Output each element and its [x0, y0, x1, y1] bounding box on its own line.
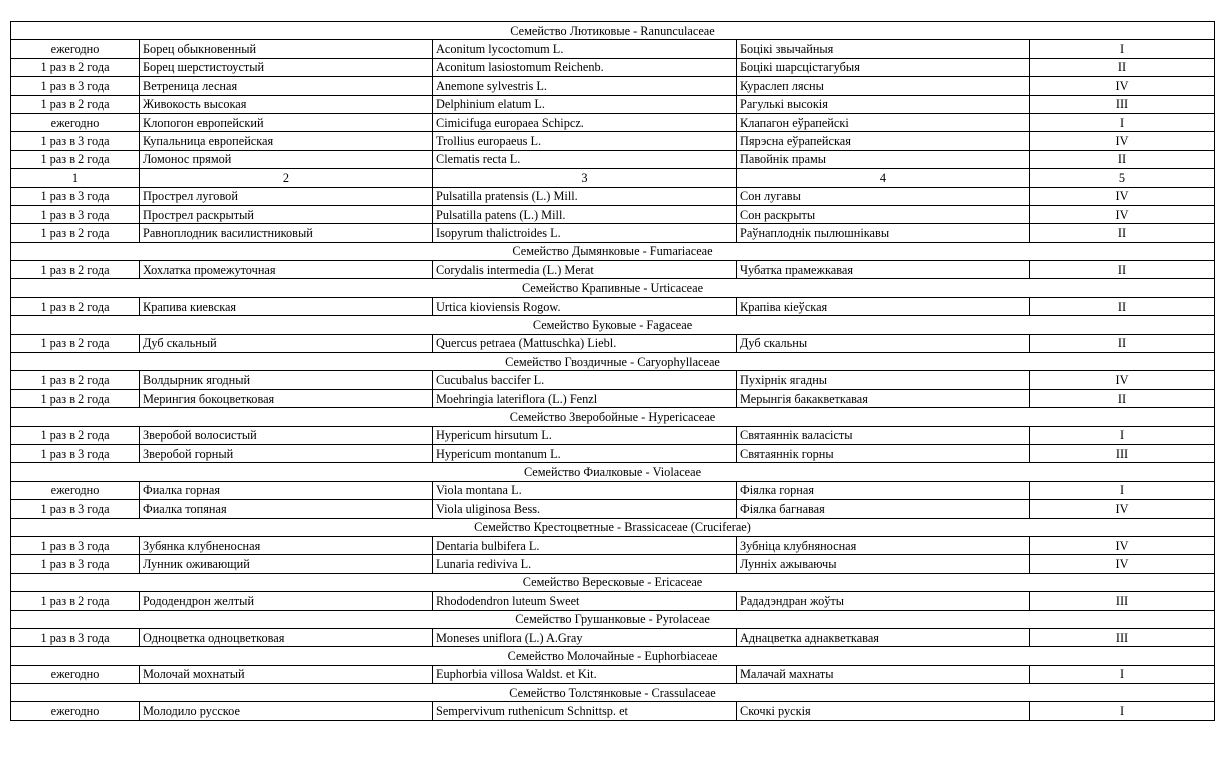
frequency-cell: 1 раз в 2 года [11, 371, 140, 389]
belarusian-name-cell: Фіялка горная [737, 481, 1030, 499]
table-row [11, 334, 1215, 352]
table-row [11, 132, 1215, 150]
table-row [11, 205, 1215, 223]
russian-name-cell: Ломонос прямой [140, 150, 433, 168]
table-row [11, 371, 1215, 389]
family-header-row [11, 684, 1215, 702]
species-table [10, 21, 1215, 721]
frequency-cell: ежегодно [11, 481, 140, 499]
table-row [11, 702, 1215, 720]
frequency-cell: 1 раз в 2 года [11, 592, 140, 610]
frequency-cell: 1 раз в 3 года [11, 77, 140, 95]
russian-name-cell: Дуб скальный [140, 334, 433, 352]
latin-name-cell: Quercus petraea (Mattuschka) Liebl. [433, 334, 737, 352]
family-name-cell: Семейство Молочайные - Euphorbiaceae [11, 647, 1215, 665]
belarusian-name-cell: Сон раскрыты [737, 205, 1030, 223]
category-cell: I [1030, 113, 1215, 131]
frequency-cell: 1 раз в 3 года [11, 132, 140, 150]
table-row [11, 58, 1215, 76]
latin-name-cell: Urtica kioviensis Rogow. [433, 297, 737, 315]
russian-name-cell: Живокость высокая [140, 95, 433, 113]
belarusian-name-cell: Сон лугавы [737, 187, 1030, 205]
family-header-row [11, 316, 1215, 334]
belarusian-name-cell: Малачай махнаты [737, 665, 1030, 683]
family-name-cell: Семейство Зверобойные - Hypericaceae [11, 408, 1215, 426]
family-name-cell: Семейство Толстянковые - Crassulaceae [11, 684, 1215, 702]
latin-name-cell: Viola uliginosa Bess. [433, 500, 737, 518]
frequency-cell: ежегодно [11, 113, 140, 131]
category-cell: III [1030, 628, 1215, 646]
russian-name-cell: Крапива киевская [140, 297, 433, 315]
category-cell: III [1030, 592, 1215, 610]
frequency-cell: ежегодно [11, 702, 140, 720]
family-header-row [11, 610, 1215, 628]
family-header-row [11, 242, 1215, 260]
belarusian-name-cell: Зубніца клубняносная [737, 536, 1030, 554]
russian-name-cell: Равноплодник василистниковый [140, 224, 433, 242]
russian-name-cell: Зверобой волосистый [140, 426, 433, 444]
russian-name-cell: Рододендрон желтый [140, 592, 433, 610]
frequency-cell: 1 раз в 3 года [11, 555, 140, 573]
frequency-cell: 1 раз в 2 года [11, 58, 140, 76]
frequency-cell: 1 раз в 2 года [11, 297, 140, 315]
frequency-cell: 1 раз в 3 года [11, 444, 140, 462]
belarusian-name-cell: Раўнаплоднік пылюшнікавы [737, 224, 1030, 242]
family-header-row [11, 463, 1215, 481]
table-row [11, 297, 1215, 315]
table-row [11, 389, 1215, 407]
category-cell: I [1030, 665, 1215, 683]
family-header-row [11, 353, 1215, 371]
category-cell: II [1030, 389, 1215, 407]
category-cell: III [1030, 95, 1215, 113]
category-cell: IV [1030, 187, 1215, 205]
category-cell: IV [1030, 500, 1215, 518]
russian-name-cell: Прострел раскрытый [140, 205, 433, 223]
latin-name-cell: Pulsatilla pratensis (L.) Mill. [433, 187, 737, 205]
table-row [11, 444, 1215, 462]
table-row [11, 95, 1215, 113]
frequency-cell: 1 раз в 2 года [11, 95, 140, 113]
table-row [11, 536, 1215, 554]
latin-name-cell: Euphorbia villosa Waldst. et Kit. [433, 665, 737, 683]
russian-name-cell: Лунник оживающий [140, 555, 433, 573]
belarusian-name-cell: Боцікі звычайныя [737, 40, 1030, 58]
table-row [11, 555, 1215, 573]
frequency-cell: 1 раз в 2 года [11, 224, 140, 242]
russian-name-cell: Зверобой горный [140, 444, 433, 462]
category-cell: III [1030, 444, 1215, 462]
table-row [11, 665, 1215, 683]
latin-name-cell: Aconitum lasiostomum Reichenb. [433, 58, 737, 76]
frequency-cell: 1 раз в 2 года [11, 426, 140, 444]
frequency-cell: ежегодно [11, 40, 140, 58]
latin-name-cell: Aconitum lycoctomum L. [433, 40, 737, 58]
belarusian-name-cell: Пярэсна еўрапейская [737, 132, 1030, 150]
category-cell: II [1030, 261, 1215, 279]
frequency-cell: 1 раз в 2 года [11, 150, 140, 168]
latin-name-cell: Corydalis intermedia (L.) Merat [433, 261, 737, 279]
latin-name-cell: Cimicifuga europaea Schipcz. [433, 113, 737, 131]
category-cell: IV [1030, 77, 1215, 95]
family-name-cell: Семейство Крестоцветные - Brassicaceae (Cruciferae) [11, 518, 1215, 536]
family-name-cell: Семейство Дымянковые - Fumariaceae [11, 242, 1215, 260]
latin-name-cell: Hypericum montanum L. [433, 444, 737, 462]
family-name-cell: Семейство Фиалковые - Violaceae [11, 463, 1215, 481]
belarusian-name-cell: Крапіва кіеўская [737, 297, 1030, 315]
category-cell: II [1030, 224, 1215, 242]
category-cell: IV [1030, 205, 1215, 223]
category-cell: I [1030, 481, 1215, 499]
species-table-body [11, 22, 1215, 721]
belarusian-name-cell: Павойнік прамы [737, 150, 1030, 168]
latin-name-cell: Rhododendron luteum Sweet [433, 592, 737, 610]
table-row [11, 40, 1215, 58]
table-row [11, 628, 1215, 646]
family-header-row [11, 279, 1215, 297]
category-cell: I [1030, 702, 1215, 720]
russian-name-cell: Борец шерстистоустый [140, 58, 433, 76]
column-number-cell: 3 [433, 169, 737, 187]
family-header-row [11, 647, 1215, 665]
belarusian-name-cell: Мерынгія бакакветкавая [737, 389, 1030, 407]
family-name-cell: Семейство Крапивные - Urticaceae [11, 279, 1215, 297]
family-name-cell: Семейство Грушанковые - Pyrolaceae [11, 610, 1215, 628]
frequency-cell: 1 раз в 2 года [11, 261, 140, 279]
category-cell: II [1030, 297, 1215, 315]
belarusian-name-cell: Рададэндран жоўты [737, 592, 1030, 610]
category-cell: II [1030, 150, 1215, 168]
frequency-cell: ежегодно [11, 665, 140, 683]
frequency-cell: 1 раз в 3 года [11, 205, 140, 223]
family-name-cell: Семейство Гвоздичные - Caryophyllaceae [11, 353, 1215, 371]
table-row [11, 481, 1215, 499]
family-header-row [11, 408, 1215, 426]
frequency-cell: 1 раз в 2 года [11, 334, 140, 352]
frequency-cell: 1 раз в 2 года [11, 389, 140, 407]
column-number-cell: 2 [140, 169, 433, 187]
column-number-cell: 5 [1030, 169, 1215, 187]
latin-name-cell: Hypericum hirsutum L. [433, 426, 737, 444]
family-header-row [11, 22, 1215, 40]
category-cell: IV [1030, 371, 1215, 389]
table-row [11, 150, 1215, 168]
latin-name-cell: Dentaria bulbifera L. [433, 536, 737, 554]
belarusian-name-cell: Клапагон еўрапейскі [737, 113, 1030, 131]
latin-name-cell: Anemone sylvestris L. [433, 77, 737, 95]
column-number-cell: 1 [11, 169, 140, 187]
table-row [11, 592, 1215, 610]
belarusian-name-cell: Дуб скальны [737, 334, 1030, 352]
family-header-row [11, 518, 1215, 536]
family-name-cell: Семейство Буковые - Fagaceae [11, 316, 1215, 334]
table-row [11, 426, 1215, 444]
frequency-cell: 1 раз в 3 года [11, 500, 140, 518]
category-cell: I [1030, 426, 1215, 444]
russian-name-cell: Купальница европейская [140, 132, 433, 150]
category-cell: II [1030, 58, 1215, 76]
family-name-cell: Семейство Вересковые - Ericaceae [11, 573, 1215, 591]
belarusian-name-cell: Чубатка прамежкавая [737, 261, 1030, 279]
latin-name-cell: Isopyrum thalictroides L. [433, 224, 737, 242]
table-row [11, 187, 1215, 205]
frequency-cell: 1 раз в 3 года [11, 187, 140, 205]
belarusian-name-cell: Пухірнік ягадны [737, 371, 1030, 389]
table-row [11, 113, 1215, 131]
column-number-row [11, 169, 1215, 187]
belarusian-name-cell: Фіялка багнавая [737, 500, 1030, 518]
belarusian-name-cell: Лунніх ажываючы [737, 555, 1030, 573]
table-row [11, 77, 1215, 95]
russian-name-cell: Зубянка клубненосная [140, 536, 433, 554]
latin-name-cell: Trollius europaeus L. [433, 132, 737, 150]
russian-name-cell: Клопогон европейский [140, 113, 433, 131]
belarusian-name-cell: Святаяннік валасісты [737, 426, 1030, 444]
belarusian-name-cell: Рагулькі высокія [737, 95, 1030, 113]
belarusian-name-cell: Боцікі шарсцістагубыя [737, 58, 1030, 76]
family-header-row [11, 573, 1215, 591]
russian-name-cell: Борец обыкновенный [140, 40, 433, 58]
belarusian-name-cell: Аднацветка аднакветкавая [737, 628, 1030, 646]
latin-name-cell: Cucubalus baccifer L. [433, 371, 737, 389]
category-cell: I [1030, 40, 1215, 58]
russian-name-cell: Хохлатка промежуточная [140, 261, 433, 279]
table-row [11, 261, 1215, 279]
belarusian-name-cell: Кураслеп лясны [737, 77, 1030, 95]
latin-name-cell: Pulsatilla patens (L.) Mill. [433, 205, 737, 223]
table-row [11, 224, 1215, 242]
russian-name-cell: Ветреница лесная [140, 77, 433, 95]
category-cell: IV [1030, 555, 1215, 573]
russian-name-cell: Прострел луговой [140, 187, 433, 205]
belarusian-name-cell: Скочкі рускія [737, 702, 1030, 720]
latin-name-cell: Moehringia lateriflora (L.) Fenzl [433, 389, 737, 407]
latin-name-cell: Viola montana L. [433, 481, 737, 499]
category-cell: II [1030, 334, 1215, 352]
frequency-cell: 1 раз в 3 года [11, 536, 140, 554]
family-name-cell: Семейство Лютиковые - Ranunculaceae [11, 22, 1215, 40]
russian-name-cell: Мерингия бокоцветковая [140, 389, 433, 407]
latin-name-cell: Lunaria rediviva L. [433, 555, 737, 573]
russian-name-cell: Фиалка топяная [140, 500, 433, 518]
russian-name-cell: Молочай мохнатый [140, 665, 433, 683]
category-cell: IV [1030, 536, 1215, 554]
russian-name-cell: Волдырник ягодный [140, 371, 433, 389]
russian-name-cell: Молодило русское [140, 702, 433, 720]
latin-name-cell: Delphinium elatum L. [433, 95, 737, 113]
latin-name-cell: Sempervivum ruthenicum Schnittsp. et [433, 702, 737, 720]
russian-name-cell: Фиалка горная [140, 481, 433, 499]
table-row [11, 500, 1215, 518]
latin-name-cell: Clematis recta L. [433, 150, 737, 168]
category-cell: IV [1030, 132, 1215, 150]
russian-name-cell: Одноцветка одноцветковая [140, 628, 433, 646]
belarusian-name-cell: Святаяннік горны [737, 444, 1030, 462]
column-number-cell: 4 [737, 169, 1030, 187]
frequency-cell: 1 раз в 3 года [11, 628, 140, 646]
latin-name-cell: Moneses uniflora (L.) A.Gray [433, 628, 737, 646]
